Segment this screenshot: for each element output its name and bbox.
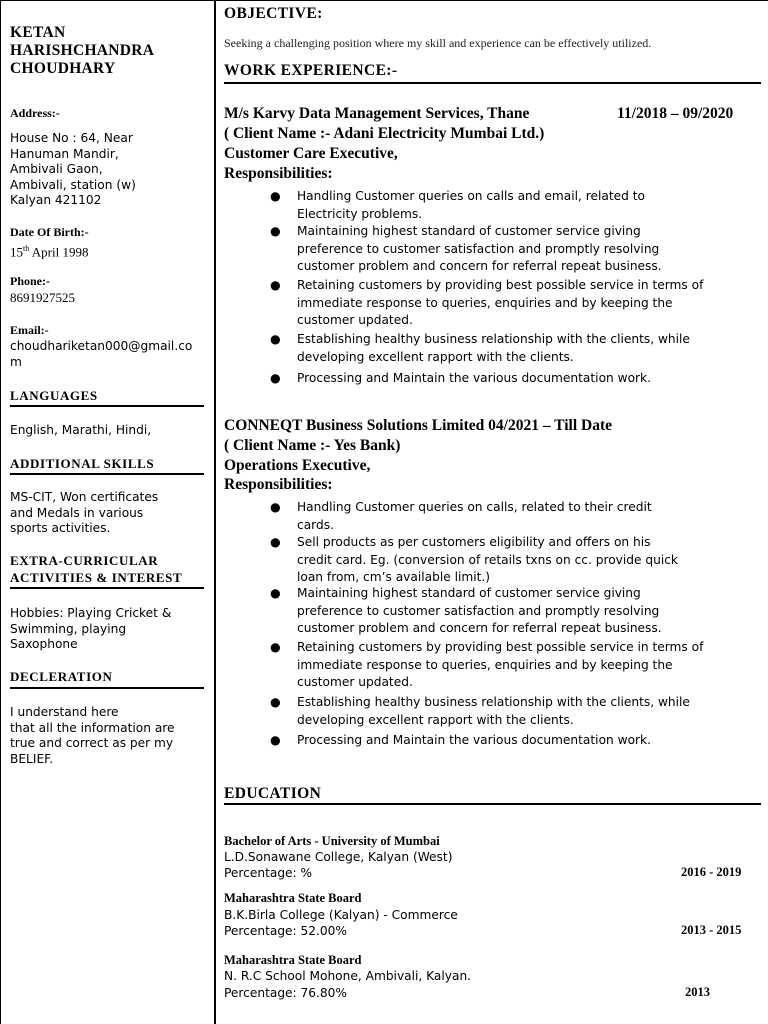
education-institution: N. R.C School Mohone, Ambivali, Kalyan. <box>224 969 472 983</box>
page-border-top <box>0 0 768 1</box>
hobbies-line: Hobbies: Playing Cricket & <box>10 606 172 620</box>
bullet-line: Handling Customer queries on calls, related to their credit <box>297 500 652 514</box>
responsibilities-label: Responsibilities: <box>224 476 333 493</box>
education-rule <box>224 803 761 805</box>
bullet-line: Maintaining highest standard of customer service giving <box>297 586 641 600</box>
education-heading-entry: Bachelor of Arts - University of Mumbai <box>224 834 440 848</box>
job-dates: 11/2018 – 09/2020 <box>617 105 734 122</box>
page-border-left <box>0 0 1 1024</box>
education-heading-entry: Maharashtra State Board <box>224 891 362 905</box>
education-percentage: Percentage: % <box>224 866 313 880</box>
bullet-line: immediate response to queries, enquiries and by keeping the <box>297 295 673 310</box>
bullet-icon: ● <box>270 695 281 709</box>
education-institution: B.K.Birla College (Kalyan) - Commerce <box>224 908 458 922</box>
bullet-icon: ● <box>270 535 281 549</box>
address-line: Hanuman Mandir, <box>10 146 119 161</box>
objective-text: Seeking a challenging position where my skill and experience can be effectively utilized. <box>224 36 652 50</box>
dob-label: Date Of Birth:- <box>10 225 89 239</box>
bullet-line: Retaining customers by providing best possible service in terms of <box>297 640 704 654</box>
declaration-heading: DECLERATION <box>10 669 113 684</box>
bullet-text <box>297 732 759 750</box>
email-label: Email:- <box>10 323 49 337</box>
declaration-rule <box>10 687 204 689</box>
bullet-icon: ● <box>270 189 281 203</box>
hobbies-line: Saxophone <box>10 637 78 651</box>
bullet-text <box>297 331 759 366</box>
email-value <box>10 339 192 370</box>
bullet-icon: ● <box>270 586 281 600</box>
bullet-line: preference to customer satisfaction and promptly resolving <box>297 241 660 256</box>
bullet-line: Retaining customers by providing best possible service in terms of <box>297 278 704 292</box>
education-heading: EDUCATION <box>224 785 322 802</box>
declaration-line: I understand here <box>10 705 119 719</box>
skills-line: sports activities. <box>10 521 111 535</box>
bullet-line: credit card. Eg. (conversion of retails txns on cc. provide quick <box>297 552 678 567</box>
bullet-line: preference to customer satisfaction and promptly resolving <box>297 603 660 618</box>
responsibilities-label: Responsibilities: <box>224 165 333 182</box>
email-line: choudhariketan000@gmail.co <box>10 339 193 353</box>
extracurricular-rule <box>10 587 204 589</box>
extracurricular-heading-line: EXTRA-CURRICULAR <box>10 553 159 568</box>
bullet-line: Processing and Maintain the various documentation work. <box>297 733 651 747</box>
bullet-line: developing excellent rapport with the clients. <box>297 712 574 727</box>
bullet-line: cards. <box>297 517 334 532</box>
education-heading-entry: Maharashtra State Board <box>224 953 362 967</box>
name-line: KETAN <box>10 24 66 41</box>
bullet-icon: ● <box>270 500 281 514</box>
company-name: CONNEQT Business Solutions Limited 04/2021 – Till Date <box>224 417 613 434</box>
dob-day: 15 <box>10 244 23 260</box>
bullet-text <box>297 499 759 534</box>
job-role: Operations Executive, <box>224 457 371 474</box>
extracurricular-heading <box>10 552 204 586</box>
column-divider <box>214 0 216 1024</box>
bullet-line: Electricity problems. <box>297 206 423 221</box>
company-name: M/s Karvy Data Management Services, Thane <box>224 105 530 122</box>
education-percentage: Percentage: 76.80% <box>224 986 348 1000</box>
skills-rule <box>10 473 204 475</box>
address-line: Ambivali, station (w) <box>10 177 136 192</box>
work-rule <box>224 82 761 84</box>
skills-line: MS-CIT, Won certificates <box>10 490 159 504</box>
work-heading: WORK EXPERIENCE:- <box>224 62 398 79</box>
bullet-line: Processing and Maintain the various documentation work. <box>297 371 651 385</box>
education-institution: L.D.Sonawane College, Kalyan (West) <box>224 850 453 864</box>
bullet-line: Establishing healthy business relationship with the clients, while <box>297 332 690 346</box>
bullet-line: Handling Customer queries on calls and email, related to <box>297 189 645 203</box>
bullet-line: Establishing healthy business relationship with the clients, while <box>297 695 690 709</box>
bullet-text <box>297 188 759 223</box>
declaration-line: BELIEF. <box>10 751 54 766</box>
bullet-line: immediate response to queries, enquiries and by keeping the <box>297 657 673 672</box>
dob-value <box>10 241 88 259</box>
client-name: ( Client Name :- Yes Bank) <box>224 437 401 454</box>
languages-rule <box>10 405 204 407</box>
bullet-line: developing excellent rapport with the clients. <box>297 349 574 364</box>
address-label: Address:- <box>10 106 60 120</box>
declaration-line: true and correct as per my <box>10 736 174 750</box>
address-line: Kalyan 421102 <box>10 193 102 207</box>
skills-block <box>10 490 158 537</box>
objective-heading: OBJECTIVE: <box>224 5 323 22</box>
bullet-icon: ● <box>270 278 281 292</box>
bullet-icon: ● <box>270 371 281 385</box>
candidate-name <box>10 24 200 78</box>
hobbies-block <box>10 606 171 653</box>
bullet-text <box>297 370 759 388</box>
hobbies-line: Swimming, playing <box>10 621 127 636</box>
client-name: ( Client Name :- Adani Electricity Mumbai Ltd.) <box>224 125 545 142</box>
dob-rest: April 1998 <box>29 244 89 260</box>
bullet-icon: ● <box>270 733 281 747</box>
education-years: 2013 <box>685 985 710 999</box>
declaration-block <box>10 705 175 767</box>
declaration-line: that all the information are <box>10 720 175 735</box>
languages-heading: LANGUAGES <box>10 388 98 403</box>
skills-heading: ADDITIONAL SKILLS <box>10 456 155 471</box>
address-line: Ambivali Gaon, <box>10 162 103 176</box>
bullet-icon: ● <box>270 224 281 238</box>
bullet-line: customer problem and concern for referral repeat business. <box>297 259 662 273</box>
bullet-text <box>297 534 759 587</box>
bullet-text <box>297 694 759 729</box>
dob-suffix: th <box>23 244 30 253</box>
address-line: House No : 64, Near <box>10 131 133 145</box>
bullet-text <box>297 277 759 330</box>
bullet-line: customer updated. <box>297 675 413 689</box>
bullet-line: Maintaining highest standard of customer service giving <box>297 224 641 238</box>
bullet-line: Sell products as per customers eligibility and offers on his <box>297 535 651 549</box>
education-years: 2013 - 2015 <box>681 923 742 937</box>
job-role: Customer Care Executive, <box>224 145 398 162</box>
extracurricular-heading-line: ACTIVITIES & INTEREST <box>10 570 183 585</box>
bullet-text <box>297 639 759 692</box>
name-line: CHOUDHARY <box>10 60 116 77</box>
skills-line: and Medals in various <box>10 505 144 520</box>
phone-value: 8691927525 <box>10 290 75 305</box>
bullet-text <box>297 223 759 276</box>
education-years: 2016 - 2019 <box>681 865 742 879</box>
languages-value: English, Marathi, Hindi, <box>10 423 152 437</box>
bullet-icon: ● <box>270 640 281 654</box>
name-line: HARISHCHANDRA <box>10 42 155 59</box>
bullet-line: customer updated. <box>297 313 413 327</box>
phone-label: Phone:- <box>10 274 50 288</box>
bullet-line: loan from, cm’s available limit.) <box>297 570 491 584</box>
bullet-icon: ● <box>270 332 281 346</box>
education-percentage: Percentage: 52.00% <box>224 924 348 938</box>
job-title-line <box>224 104 764 124</box>
address-block <box>10 131 136 209</box>
email-line: m <box>10 354 22 369</box>
bullet-line: customer problem and concern for referral repeat business. <box>297 621 662 635</box>
bullet-text <box>297 585 759 638</box>
